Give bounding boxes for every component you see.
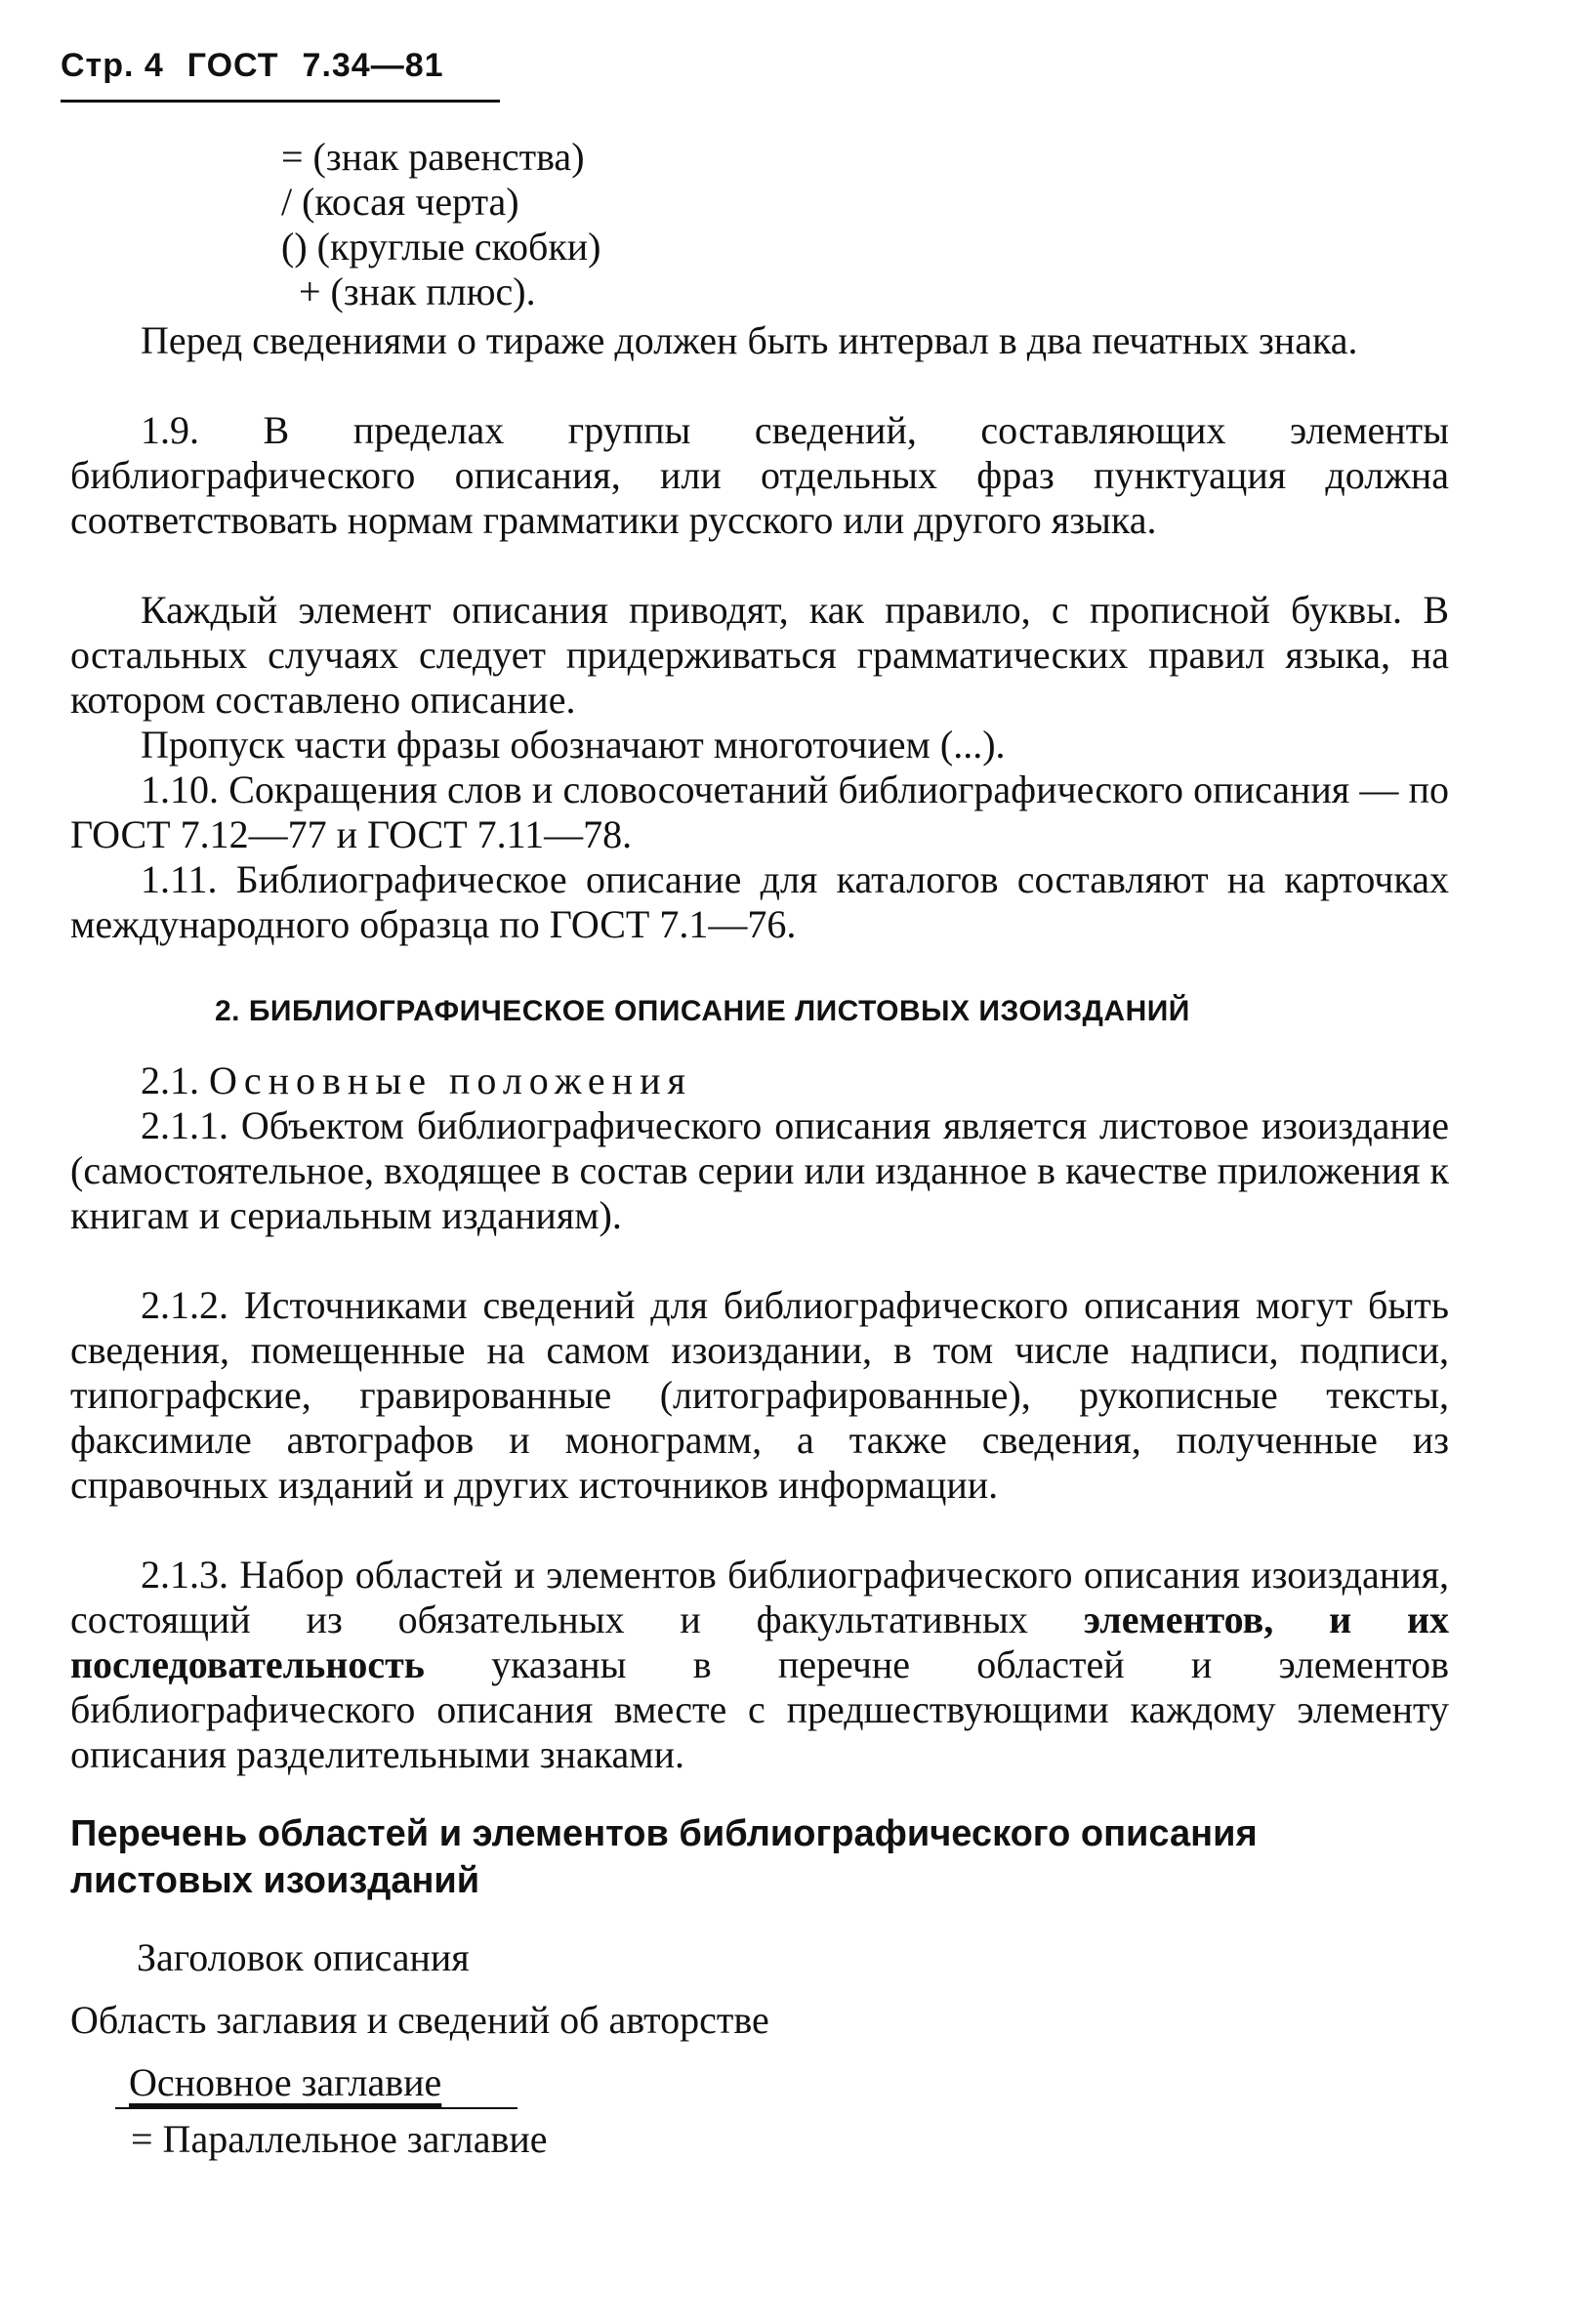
page-header [61, 47, 444, 85]
paragraph-1-10: 1.10. Сокращения слов и словосочетаний библиографического описания — по ГОСТ 7.12—77 и ГОСТ 7.11—78. [70, 768, 1449, 856]
paragraph-1-9: 1.9. В пределах группы сведений, составляющих элементы библиографического описания, или отдельных фраз пунктуация должна соответствовать нормам грамматики русского или другого языка. [70, 408, 1449, 542]
list-item-main-title: Основное заглавие [129, 2060, 442, 2104]
paragraph-1-11: 1.11. Библиографическое описание для каталогов составляют на карточках международного образца по ГОСТ 7.1—76. [70, 857, 1449, 946]
paragraph-tirazh: Перед сведениями о тираже должен быть интервал в два печатных знака. [141, 318, 1358, 362]
header-rule [61, 100, 500, 103]
list-item-heading-element: Заголовок описания [137, 1935, 470, 1979]
separator-line [115, 2107, 517, 2109]
symbol-parentheses: () (круглые скобки) [281, 225, 601, 269]
paragraph-2-1-3: 2.1.3. Набор областей и элементов библиографического описания изоиздания, состоящий из обязательных и факультативных элементов, и их последовательность указаны в перечне областей и элементов библиографического описания вместе с предшествующими каждому элементу описания разделительными знаками. [70, 1553, 1450, 1776]
paragraph-2-1-2: 2.1.2. Источниками сведений для библиографического описания могут быть сведения, помещенные на самом изоиздании, в том числе надписи, подписи, типографские, гравированные (литографированные), рукописные тексты, факсимиле автографов и монограмм, а также сведения, полученные из справочных изданий и других источников информации. [70, 1283, 1449, 1507]
list-item-title-area: Область заглавия и сведений об авторстве [70, 1998, 769, 2042]
symbol-plus: + (знак плюс). [299, 270, 536, 313]
section-2-heading: 2. БИБЛИОГРАФИЧЕСКОЕ ОПИСАНИЕ ЛИСТОВЫХ ИЗОИЗДАНИЙ [215, 995, 1190, 1027]
subsection-name: Основные положения [209, 1058, 692, 1102]
standard-name: ГОСТ [186, 47, 279, 84]
page-number: Стр. 4 [61, 47, 164, 84]
standard-number: 7.34—81 [302, 47, 444, 84]
paragraph-2-1-1: 2.1.1. Объектом библиографического описания является листовое изоиздание (самостоятельное, входящее в состав серии или изданное в качестве приложения к книгам и сериальным изданиям). [70, 1103, 1449, 1237]
paragraph-ellipsis: Пропуск части фразы обозначают многоточием (...). [141, 723, 1006, 767]
list-item-parallel-title: = Параллельное заглавие [131, 2117, 548, 2161]
list-heading: Перечень областей и элементов библиографического описания листовых изоизданий [70, 1813, 1258, 1901]
bold-phrase: элементов, и их последовательность [70, 1598, 1450, 1686]
symbol-slash: / (косая черта) [281, 180, 519, 224]
subsection-2-1-title [141, 1058, 692, 1103]
subsection-number: 2.1. [141, 1058, 199, 1102]
paragraph-each-element: Каждый элемент описания приводят, как правило, с прописной буквы. В остальных случаях следует придерживаться грамматических правил языка, на котором составлено описание. [70, 588, 1449, 722]
symbol-equals: = (знак равенства) [281, 135, 585, 179]
